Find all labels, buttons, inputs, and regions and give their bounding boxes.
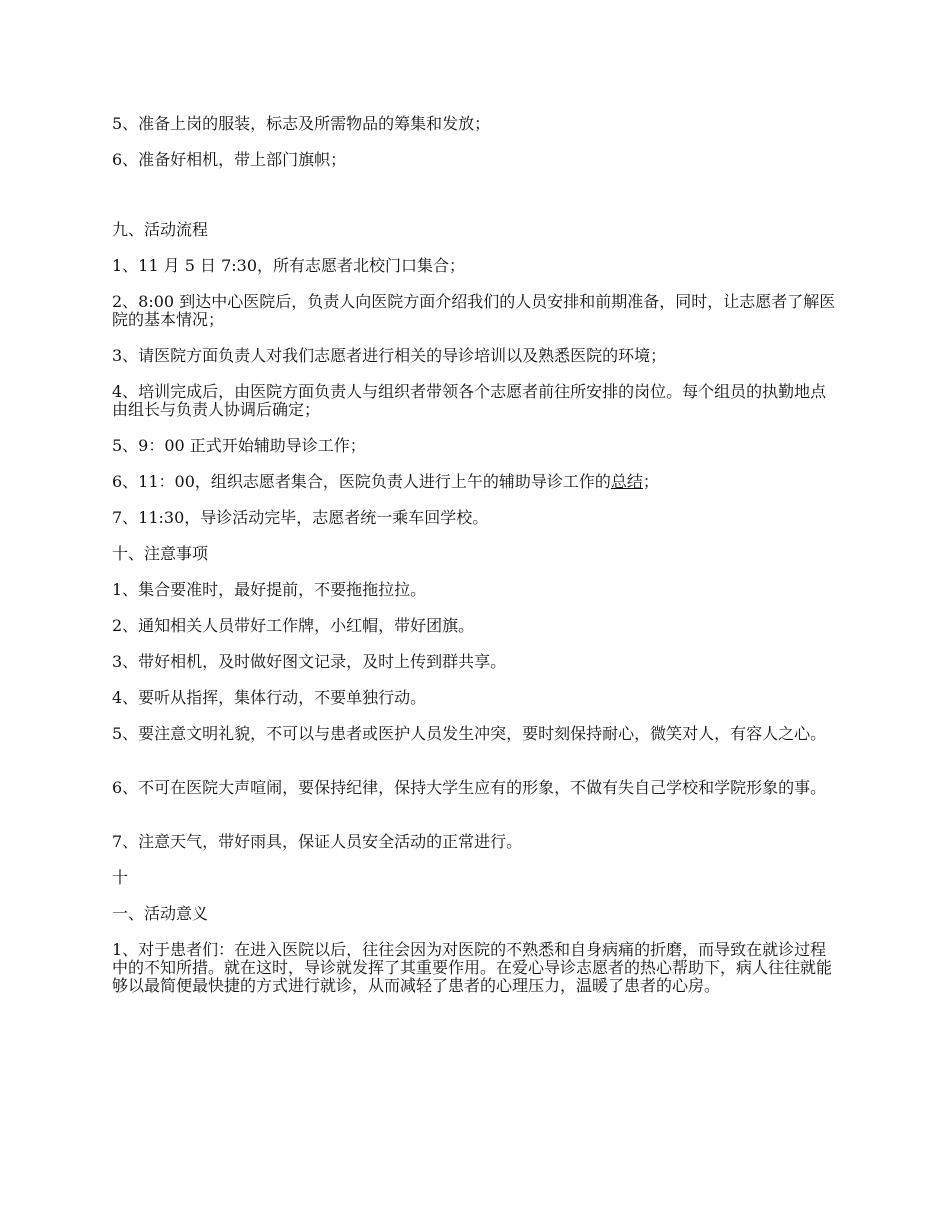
process-item-7: 7、11:30，导诊活动完毕，志愿者统一乘车回学校。 <box>112 508 489 527</box>
note-item-2: 2、通知相关人员带好工作牌，小红帽，带好团旗。 <box>112 616 475 635</box>
note-item-3: 3、带好相机，及时做好图文记录，及时上传到群共享。 <box>112 652 507 671</box>
process-item-6 <box>112 473 659 491</box>
note-item-7: 7、注意天气，带好雨具，保证人员安全活动的正常进行。 <box>112 832 523 851</box>
process-item-1: 1、11 月 5 日 7:30，所有志愿者北校门口集合； <box>112 256 465 275</box>
process-item-4: 4、培训完成后，由医院方面负责人与组织者带领各个志愿者前往所安排的岗位。每个组员的执勤地点由组长与负责人协调后确定； <box>112 382 827 419</box>
section-heading-significance: 一、活动意义 <box>112 904 209 923</box>
note-item-6: 6、不可在医院大声喧闹，要保持纪律，保持大学生应有的形象，不做有失自己学校和学院形象的事。 <box>112 778 827 797</box>
prep-item-6: 6、准备好相机，带上部门旗帜； <box>112 150 347 169</box>
note-item-4: 4、要听从指挥，集体行动，不要单独行动。 <box>112 688 427 707</box>
prep-item-5: 5、准备上岗的服装，标志及所需物品的筹集和发放； <box>112 114 491 133</box>
significance-item-1: 1、对于患者们：在进入医院以后，往往会因为对医院的不熟悉和自身病痛的折磨，而导致在就诊过程中的不知所措。就在这时，导诊就发挥了其重要作用。在爱心导诊志愿者的热心帮助下，病人往往就能够以最简便最快捷的方式进行就诊，从而减轻了患者的心理压力，温暖了患者的心房。 <box>112 940 833 995</box>
summary-link-text: 总结 <box>610 472 643 491</box>
note-item-1: 1、集合要准时，最好提前，不要拖拖拉拉。 <box>112 580 427 599</box>
note-item-5: 5、要注意文明礼貌，不可以与患者或医护人员发生冲突，要时刻保持耐心，微笑对人，有容人之心。 <box>112 724 827 743</box>
process-item-3: 3、请医院方面负责人对我们志愿者进行相关的导诊培训以及熟悉医院的环境； <box>112 346 667 365</box>
process-item-5: 5、9：00 正式开始辅助导诊工作； <box>112 436 366 455</box>
section-number-eleven: 十 <box>112 868 129 887</box>
process-item-6-text: 6、11：00，组织志愿者集合，医院负责人进行上午的辅助导诊工作的 <box>112 472 611 491</box>
process-item-6-end: ； <box>642 472 659 491</box>
process-item-2: 2、8:00 到达中心医院后，负责人向医院方面介绍我们的人员安排和前期准备，同时，让志愿者了解医院的基本情况； <box>112 292 836 329</box>
section-heading-notes: 十、注意事项 <box>112 544 209 563</box>
section-heading-process: 九、活动流程 <box>112 220 209 239</box>
